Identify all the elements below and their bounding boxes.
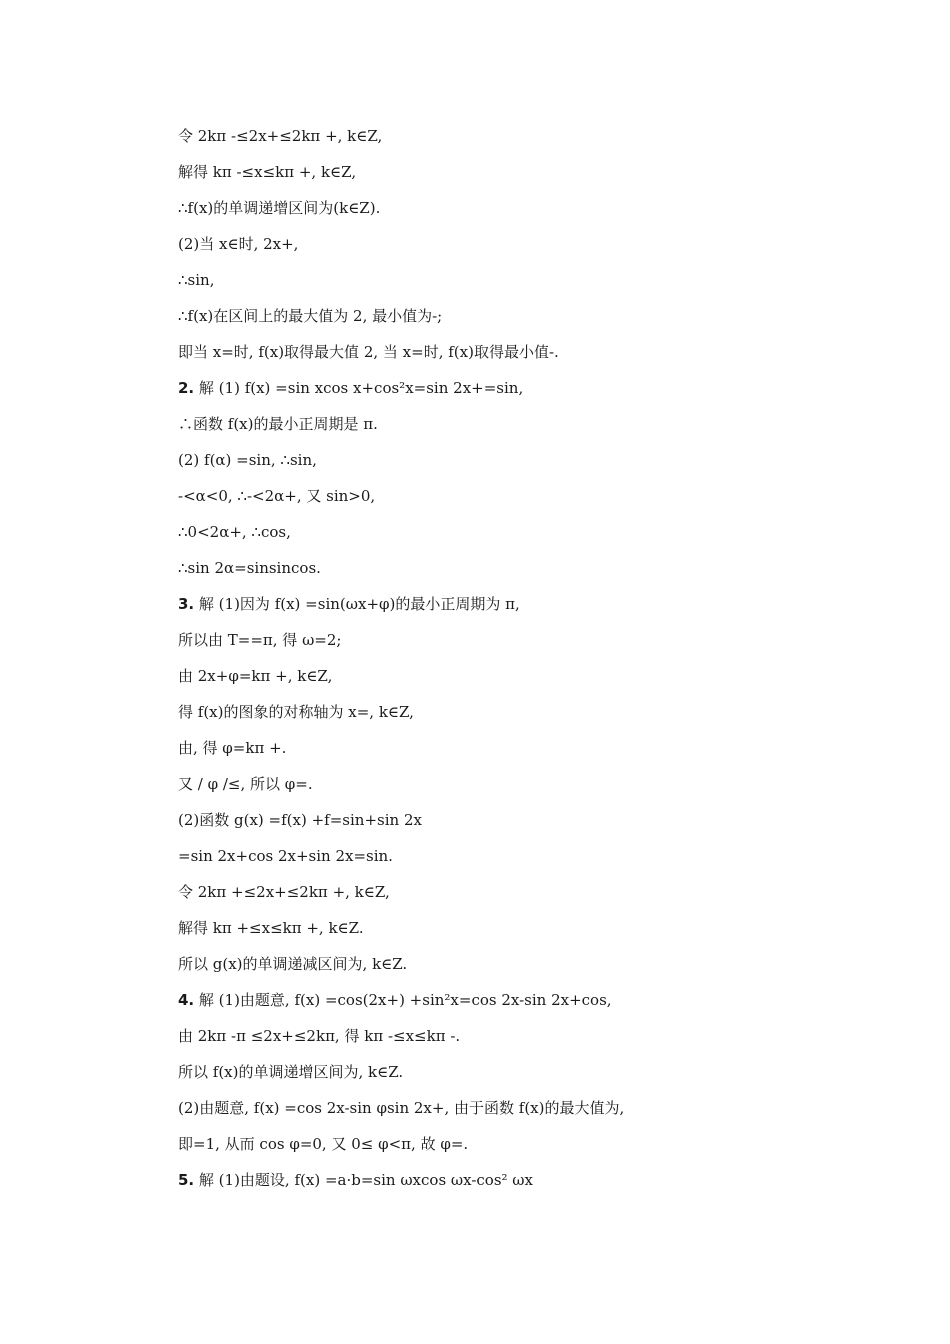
- text-line: ∴0<2α+, ∴cos,: [178, 523, 291, 541]
- text-line: 解得 kπ +≤x≤kπ +, k∈Z.: [178, 919, 364, 937]
- text-line: ∴f(x)在区间上的最大值为 2, 最小值为-;: [178, 307, 443, 325]
- text-line: 由 2kπ -π ≤2x+≤2kπ, 得 kπ -≤x≤kπ -.: [178, 1027, 461, 1045]
- text-line: 解得 kπ -≤x≤kπ +, k∈Z,: [178, 163, 357, 181]
- text-line: 得 f(x)的图象的对称轴为 x=, k∈Z,: [178, 703, 414, 721]
- text-line: 又 / φ /≤, 所以 φ=.: [178, 775, 313, 793]
- problem-number: 2.: [178, 379, 195, 397]
- text-line: -<α<0, ∴-<2α+, 又 sin>0,: [178, 487, 376, 505]
- text-line: =sin 2x+cos 2x+sin 2x=sin.: [178, 847, 393, 865]
- text-line: 由, 得 φ=kπ +.: [178, 739, 287, 757]
- text-line: 所以由 T==π, 得 ω=2;: [178, 631, 342, 649]
- problem-5-heading-line: 5. 解 (1)由题设, f(x) =a·b=sin ωxcos ωx-cos² ωx: [178, 1171, 534, 1189]
- text-line: ∴sin,: [178, 271, 215, 289]
- text-line: (2) f(α) =sin, ∴sin,: [178, 451, 317, 469]
- problem-number: 5.: [178, 1171, 195, 1189]
- problem-2-heading-line: 2. 解 (1) f(x) =sin xcos x+cos²x=sin 2x+=sin,: [178, 379, 524, 397]
- text-line: 由 2x+φ=kπ +, k∈Z,: [178, 667, 333, 685]
- text-line: (2)由题意, f(x) =cos 2x-sin φsin 2x+, 由于函数 f(x)的最大值为,: [178, 1099, 625, 1117]
- text-line: (2)函数 g(x) =f(x) +f=sin+sin 2x: [178, 811, 422, 829]
- problem-4-heading-line: 4. 解 (1)由题意, f(x) =cos(2x+) +sin²x=cos 2x-sin 2x+cos,: [178, 991, 612, 1009]
- problem-number: 4.: [178, 991, 195, 1009]
- text-line: ∴sin 2α=sinsincos.: [178, 559, 321, 577]
- text-line: 即=1, 从而 cos φ=0, 又 0≤ φ<π, 故 φ=.: [178, 1135, 469, 1153]
- text-line: 所以 f(x)的单调递增区间为, k∈Z.: [178, 1063, 404, 1081]
- text-line: (2)当 x∈时, 2x+,: [178, 235, 299, 253]
- text-line: 令 2kπ -≤2x+≤2kπ +, k∈Z,: [178, 127, 383, 145]
- text-line: 即当 x=时, f(x)取得最大值 2, 当 x=时, f(x)取得最小值-.: [178, 343, 559, 361]
- text-line: ∴f(x)的单调递增区间为(k∈Z).: [178, 199, 381, 217]
- problem-3-heading-line: 3. 解 (1)因为 f(x) =sin(ωx+φ)的最小正周期为 π,: [178, 595, 520, 613]
- text-line: ∴函数 f(x)的最小正周期是 π.: [178, 415, 378, 433]
- text-line: 所以 g(x)的单调递减区间为, k∈Z.: [178, 955, 408, 973]
- text-line: 令 2kπ +≤2x+≤2kπ +, k∈Z,: [178, 883, 390, 901]
- problem-number: 3.: [178, 595, 195, 613]
